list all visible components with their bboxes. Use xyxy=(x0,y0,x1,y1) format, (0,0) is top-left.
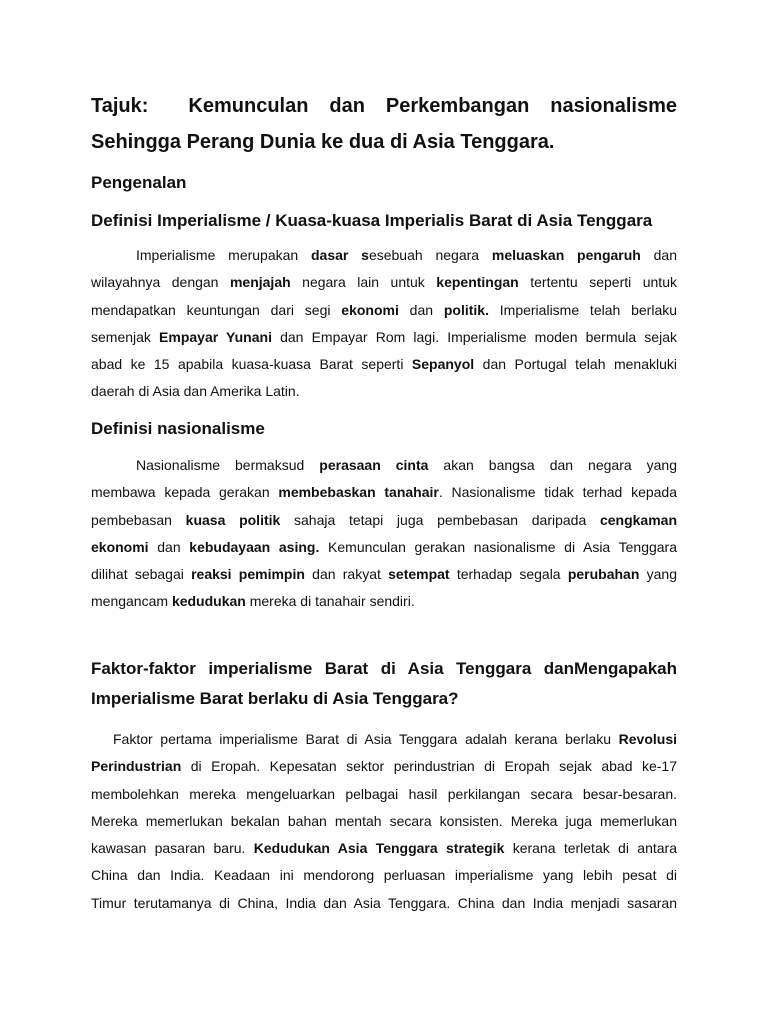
text-run: sahaja tetapi juga pembebasan daripada xyxy=(280,511,600,528)
factors-paragraph xyxy=(91,726,677,917)
text-run: abad ke 15 apabila kuasa-kuasa Barat seperti xyxy=(91,356,412,373)
bold-term: setempat xyxy=(388,566,450,583)
nationalism-paragraph-line xyxy=(91,452,677,479)
nationalism-heading: Definisi nasionalisme xyxy=(91,419,265,438)
title-line-2: Sehingga Perang Dunia ke dua di Asia Tenggara. xyxy=(91,131,555,153)
text-run: Imperialisme merupakan xyxy=(136,247,311,263)
bold-term: kepentingan xyxy=(436,274,519,291)
title-line-1 xyxy=(91,88,677,124)
text-run: kerana terletak di antara xyxy=(504,840,677,857)
imperialism-paragraph-line xyxy=(91,351,677,378)
bold-term: Kedudukan Asia Tenggara strategik xyxy=(253,840,505,857)
text-run: wilayahnya dengan xyxy=(91,274,230,291)
bold-term: kebudayaan asing. xyxy=(189,538,320,555)
factors-paragraph-line xyxy=(91,890,677,917)
factors-paragraph-line xyxy=(91,862,677,889)
imperialism-paragraph-line xyxy=(91,242,677,269)
text-run: . Nasionalisme tidak terhad kepada xyxy=(438,484,677,501)
nationalism-paragraph-line xyxy=(91,561,677,588)
bold-term: perasaan cinta xyxy=(319,457,429,473)
nationalism-paragraph-line xyxy=(91,588,677,615)
text-run: Faktor pertama imperialisme Barat di Asia Tenggara adalah kerana berlaku xyxy=(113,731,619,747)
text-run: dan Portugal telah menakluki xyxy=(474,356,677,373)
text-run: akan bangsa dan negara yang xyxy=(428,457,677,473)
factors-heading-line-2: Imperialisme Barat berlaku di Asia Tenggara? xyxy=(91,689,459,708)
bold-term: Perindustrian xyxy=(91,758,182,775)
bold-term: perubahan xyxy=(567,566,640,583)
text-run: mengancam xyxy=(91,593,172,610)
intro-heading: Pengenalan xyxy=(91,173,187,192)
imperialism-paragraph-line xyxy=(91,269,677,296)
text-run: dan Empayar Rom lagi. Imperialisme moden bermula sejak xyxy=(271,328,677,345)
nationalism-paragraph xyxy=(91,452,677,616)
text-run: terhadap segala xyxy=(449,566,568,583)
text-run: tertentu seperti untuk xyxy=(518,274,677,291)
bold-term: kedudukan xyxy=(171,593,246,610)
text-run: membolehkan mereka mengeluarkan pelbagai hasil perkilangan secara besar-besaran. xyxy=(91,785,677,802)
factors-paragraph-line xyxy=(91,753,677,780)
text-run: dan xyxy=(640,247,678,263)
text-run: Timur terutamanya di China, India dan Asia Tenggara. China dan India menjadi sasaran xyxy=(91,894,677,911)
document-title xyxy=(91,88,677,160)
text-run: yang xyxy=(639,566,677,583)
text-run: di Eropah. Kepesatan sektor perindustrian di Eropah sejak abad ke-17 xyxy=(181,758,677,775)
text-run: dan rakyat xyxy=(304,566,389,583)
imperialism-heading: Definisi Imperialisme / Kuasa-kuasa Imperialis Barat di Asia Tenggara xyxy=(91,211,653,230)
title-label: Tajuk: xyxy=(91,95,149,117)
factors-paragraph-line xyxy=(91,835,677,862)
text-run: dan xyxy=(398,301,444,318)
factors-heading-line-1: Faktor-faktor imperialisme Barat di Asia Tenggara danMengapakah xyxy=(91,659,677,678)
text-run: Imperialisme telah berlaku xyxy=(488,301,678,318)
text-run: esebuah negara xyxy=(368,247,492,263)
bold-term: ekonomi xyxy=(341,301,399,318)
title-line-1-text: Kemunculan dan Perkembangan nasionalisme xyxy=(188,95,677,117)
nationalism-paragraph-line xyxy=(91,534,677,561)
nationalism-paragraph-line xyxy=(91,507,677,534)
imperialism-paragraph-line xyxy=(91,297,677,324)
bold-term: dasar s xyxy=(311,247,369,263)
bold-term: membebaskan tanahair xyxy=(278,484,439,501)
nationalism-paragraph-line xyxy=(91,479,677,506)
text-run: dan xyxy=(148,538,190,555)
bold-term: Sepanyol xyxy=(411,356,475,373)
text-run: pembebasan xyxy=(91,511,186,528)
bold-term: menjajah xyxy=(229,274,291,291)
imperialism-paragraph-line xyxy=(91,324,677,351)
text-run: negara lain untuk xyxy=(290,274,437,291)
factors-paragraph-line xyxy=(91,808,677,835)
text-run: Mereka memerlukan bekalan bahan mentah secara konsisten. Mereka juga memerlukan xyxy=(91,812,677,829)
factors-heading xyxy=(91,654,677,714)
text-run: membawa kepada gerakan xyxy=(91,484,279,501)
text-run: daerah di Asia dan Amerika Latin. xyxy=(91,383,300,400)
text-run: dilihat sebagai xyxy=(91,566,192,583)
text-run: Kemunculan gerakan nasionalisme di Asia Tenggara xyxy=(319,538,678,555)
factors-paragraph-line xyxy=(91,781,677,808)
imperialism-paragraph xyxy=(91,242,677,406)
bold-term: Empayar Yunani xyxy=(159,328,272,345)
bold-term: ekonomi xyxy=(91,538,149,555)
text-run: Nasionalisme bermaksud xyxy=(136,457,320,473)
imperialism-paragraph-line xyxy=(91,378,677,405)
factors-paragraph-line xyxy=(91,726,677,753)
text-run: kawasan pasaran baru. xyxy=(91,840,254,857)
bold-term: Revolusi xyxy=(618,731,677,747)
text-run: semenjak xyxy=(91,328,160,345)
bold-term: kuasa politik xyxy=(185,511,281,528)
text-run: mendapatkan keuntungan dari segi xyxy=(91,301,342,318)
bold-term: politik. xyxy=(443,301,489,318)
bold-term: meluaskan pengaruh xyxy=(491,247,641,263)
bold-term: reaksi pemimpin xyxy=(191,566,305,583)
text-run: mereka di tanahair sendiri. xyxy=(245,593,415,610)
bold-term: cengkaman xyxy=(599,511,678,528)
text-run: China dan India. Keadaan ini mendorong perluasan imperialisme yang lebih pesat di xyxy=(91,867,677,884)
